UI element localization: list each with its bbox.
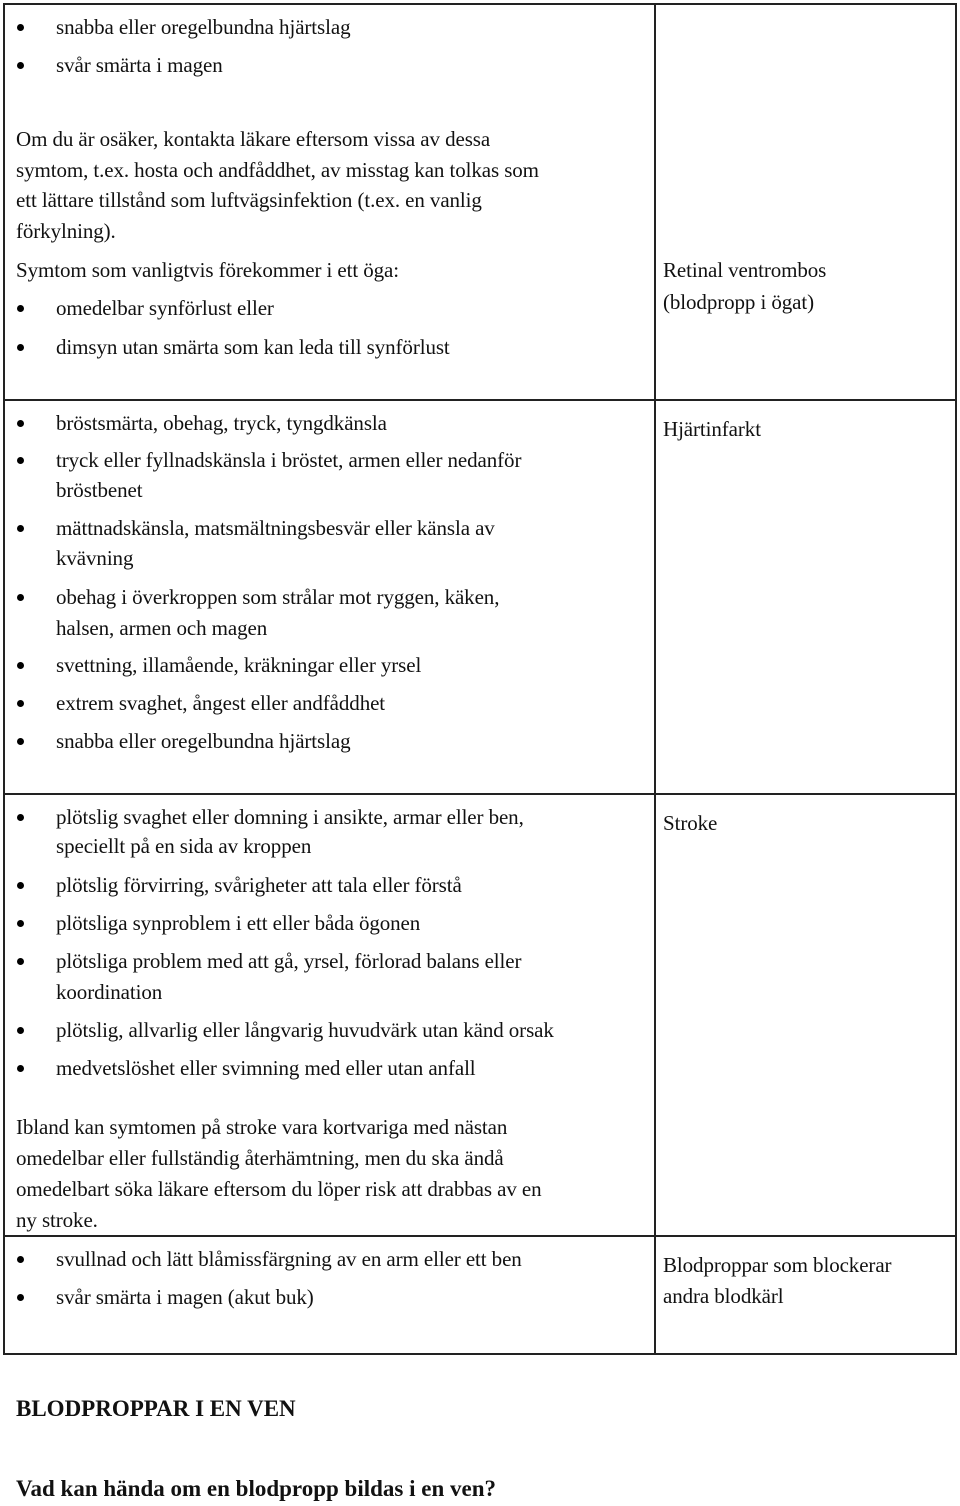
bullet bbox=[17, 457, 24, 464]
paragraph-line: Ibland kan symtomen på stroke vara kortvariga med nästan bbox=[16, 1115, 508, 1139]
paragraph-line: Om du är osäker, kontakta läkare eftersom vissa av dessa bbox=[16, 127, 491, 151]
bullet bbox=[17, 1294, 24, 1301]
list-item: snabba eller oregelbundna hjärtslag bbox=[56, 15, 351, 39]
row-divider bbox=[3, 1235, 957, 1237]
bullet bbox=[17, 1027, 24, 1034]
list-item: tryck eller fyllnadskänsla i bröstet, armen eller nedanför bbox=[56, 448, 522, 472]
list-item: plötsliga synproblem i ett eller båda ögonen bbox=[56, 911, 421, 935]
list-item: koordination bbox=[56, 980, 163, 1004]
list-item: extrem svaghet, ångest eller andfåddhet bbox=[56, 691, 386, 715]
condition-label: Hjärtinfarkt bbox=[663, 417, 761, 441]
list-item: speciellt på en sida av kroppen bbox=[56, 834, 312, 858]
list-item: kvävning bbox=[56, 546, 134, 570]
row-divider bbox=[3, 399, 957, 401]
list-item: plötsliga problem med att gå, yrsel, förlorad balans eller bbox=[56, 949, 522, 973]
row-divider bbox=[3, 793, 957, 795]
list-item: halsen, armen och magen bbox=[56, 616, 268, 640]
list-item: snabba eller oregelbundna hjärtslag bbox=[56, 729, 351, 753]
bullet bbox=[17, 814, 24, 821]
paragraph-line: ett lättare tillstånd som luftvägsinfektion (t.ex. en vanlig bbox=[16, 188, 482, 212]
bullet bbox=[17, 525, 24, 532]
paragraph-line: symtom, t.ex. hosta och andfåddhet, av misstag kan tolkas som bbox=[16, 158, 539, 182]
bullet bbox=[17, 700, 24, 707]
bullet bbox=[17, 305, 24, 312]
list-item: plötslig svaghet eller domning i ansikte, armar eller ben, bbox=[56, 805, 524, 829]
eye-symptoms-intro: Symtom som vanligtvis förekommer i ett öga: bbox=[16, 258, 399, 282]
condition-label: Blodproppar som blockerar bbox=[663, 1253, 892, 1277]
condition-label: (blodpropp i ögat) bbox=[663, 290, 815, 314]
list-item: plötslig förvirring, svårigheter att tala eller förstå bbox=[56, 873, 462, 897]
list-item: svullnad och lätt blåmissfärgning av en arm eller ett ben bbox=[56, 1247, 522, 1271]
list-item: svår smärta i magen (akut buk) bbox=[56, 1285, 314, 1309]
paragraph-line: omedelbar eller fullständig återhämtning, men du ska ändå bbox=[16, 1146, 504, 1170]
paragraph-line: ny stroke. bbox=[16, 1208, 98, 1232]
list-item: obehag i överkroppen som strålar mot ryggen, käken, bbox=[56, 585, 500, 609]
bullet bbox=[17, 1256, 24, 1263]
list-item: bröstsmärta, obehag, tryck, tyngdkänsla bbox=[56, 411, 387, 435]
bullet bbox=[17, 24, 24, 31]
column-divider bbox=[654, 3, 656, 1355]
paragraph-line: omedelbart söka läkare eftersom du löper risk att drabbas av en bbox=[16, 1177, 542, 1201]
section-question: Vad kan hända om en blodpropp bildas i en ven? bbox=[16, 1476, 497, 1501]
bullet bbox=[17, 1065, 24, 1072]
list-item: medvetslöshet eller svimning med eller utan anfall bbox=[56, 1056, 476, 1080]
list-item: svettning, illamående, kräkningar eller yrsel bbox=[56, 653, 422, 677]
condition-label: andra blodkärl bbox=[663, 1284, 784, 1308]
list-item: omedelbar synförlust eller bbox=[56, 296, 274, 320]
list-item: bröstbenet bbox=[56, 478, 143, 502]
condition-label: Stroke bbox=[663, 811, 718, 835]
paragraph-line: förkylning). bbox=[16, 219, 116, 243]
bullet bbox=[17, 420, 24, 427]
bullet bbox=[17, 344, 24, 351]
list-item: mättnadskänsla, matsmältningsbesvär eller känsla av bbox=[56, 516, 495, 540]
section-heading: BLODPROPPAR I EN VEN bbox=[16, 1396, 296, 1421]
list-item: svår smärta i magen bbox=[56, 53, 223, 77]
bullet bbox=[17, 62, 24, 69]
bullet bbox=[17, 920, 24, 927]
bullet bbox=[17, 738, 24, 745]
bullet bbox=[17, 594, 24, 601]
bullet bbox=[17, 958, 24, 965]
list-item: dimsyn utan smärta som kan leda till synförlust bbox=[56, 335, 450, 359]
bullet bbox=[17, 662, 24, 669]
condition-label: Retinal ventrombos bbox=[663, 258, 827, 282]
bullet bbox=[17, 882, 24, 889]
list-item: plötslig, allvarlig eller långvarig huvudvärk utan känd orsak bbox=[56, 1018, 554, 1042]
